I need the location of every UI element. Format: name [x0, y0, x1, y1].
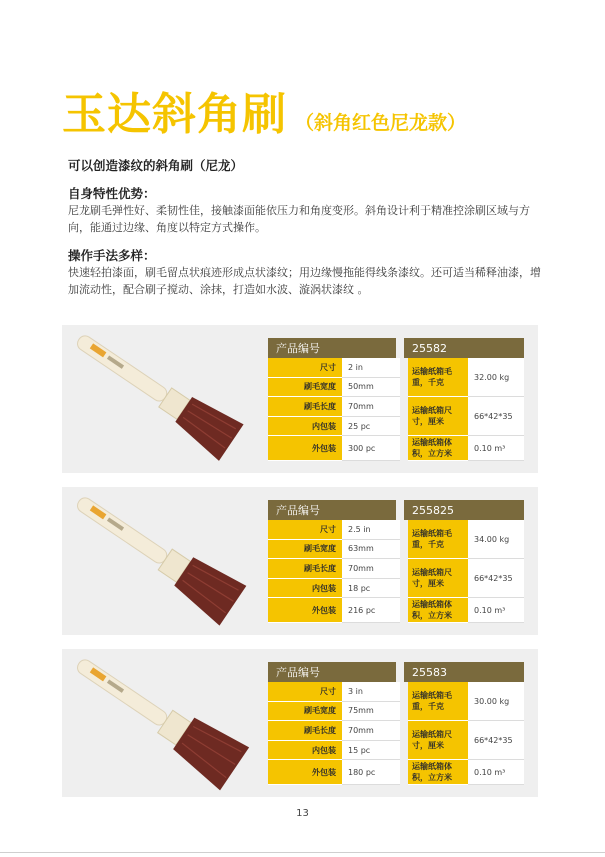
product-panel-1 [62, 325, 538, 473]
width-value: 63mm [342, 539, 400, 559]
section-body-features: 尼龙刷毛弹性好、柔韧性佳，接触漆面能依压力和角度变形。斜角设计利于精准控涂刷区域与方向，能通过边缘、角度以特定方式操作。 [68, 204, 530, 234]
outer-label: 外包装 [268, 598, 342, 623]
product-panel-2 [62, 487, 538, 635]
length-label: 刷毛长度 [268, 559, 342, 579]
spec-row [268, 760, 524, 785]
width-value: 75mm [342, 701, 400, 721]
size-value: 2 in [342, 358, 400, 377]
title-main: 玉达斜角刷 [62, 89, 287, 140]
tagline: 可以创造漆纹的斜角刷（尼龙） [68, 158, 244, 173]
size-label: 尺寸 [268, 358, 342, 377]
page-title [62, 78, 466, 142]
weight-label: 运输纸箱毛重，千克 [408, 358, 468, 397]
code-label: 产品编号 [268, 500, 400, 520]
spec-table [268, 338, 524, 461]
width-label: 刷毛宽度 [268, 539, 342, 559]
weight-label: 运输纸箱毛重，千克 [408, 682, 468, 721]
dims-label: 运输纸箱尺寸，厘米 [408, 559, 468, 598]
footer-divider [0, 852, 605, 853]
spec-row [268, 436, 524, 461]
length-value: 70mm [342, 559, 400, 579]
spec-row [268, 682, 524, 701]
volume-label: 运输纸箱体积，立方米 [408, 598, 468, 623]
product-code: 255825 [400, 500, 524, 520]
inner-label: 内包装 [268, 578, 342, 598]
size-value: 3 in [342, 682, 400, 701]
intro-block [68, 156, 548, 298]
outer-label: 外包装 [268, 436, 342, 461]
spec-row [268, 721, 524, 741]
length-label: 刷毛长度 [268, 721, 342, 741]
inner-value: 15 pc [342, 740, 400, 760]
inner-value: 25 pc [342, 416, 400, 436]
outer-value: 300 pc [342, 436, 400, 461]
spec-header-row [268, 662, 524, 682]
code-label: 产品编号 [268, 338, 400, 358]
size-label: 尺寸 [268, 520, 342, 539]
spec-table [268, 500, 524, 623]
width-label: 刷毛宽度 [268, 701, 342, 721]
dims-label: 运输纸箱尺寸，厘米 [408, 397, 468, 436]
section-heading-features: 自身特性优势： [68, 186, 156, 201]
width-label: 刷毛宽度 [268, 377, 342, 397]
spec-row [268, 358, 524, 377]
section-body-techniques: 快速轻拍漆面，刷毛留点状痕迹形成点状漆纹；用边缘慢拖能得线条漆纹。还可适当稀释油漆，增加流动性，配合刷子搅动、涂抹，打造如水波、漩涡状漆纹 。 [68, 266, 541, 296]
dims-value: 66*42*35 [468, 397, 524, 436]
code-label: 产品编号 [268, 662, 400, 682]
weight-value: 30.00 kg [468, 682, 524, 721]
outer-value: 180 pc [342, 760, 400, 785]
spec-table [268, 662, 524, 785]
width-value: 50mm [342, 377, 400, 397]
outer-value: 216 pc [342, 598, 400, 623]
inner-label: 内包装 [268, 740, 342, 760]
volume-value: 0.10 m³ [468, 760, 524, 785]
volume-label: 运输纸箱体积，立方米 [408, 436, 468, 461]
length-label: 刷毛长度 [268, 397, 342, 417]
brush-image [68, 493, 258, 629]
outer-label: 外包装 [268, 760, 342, 785]
spec-row [268, 520, 524, 539]
size-value: 2.5 in [342, 520, 400, 539]
volume-value: 0.10 m³ [468, 598, 524, 623]
dims-value: 66*42*35 [468, 559, 524, 598]
spec-header-row [268, 338, 524, 358]
spec-row [268, 598, 524, 623]
product-panel-3 [62, 649, 538, 797]
weight-value: 32.00 kg [468, 358, 524, 397]
size-label: 尺寸 [268, 682, 342, 701]
section-heading-techniques: 操作手法多样： [68, 248, 156, 263]
dims-label: 运输纸箱尺寸，厘米 [408, 721, 468, 760]
inner-label: 内包装 [268, 416, 342, 436]
brush-image [68, 331, 258, 467]
dims-value: 66*42*35 [468, 721, 524, 760]
title-sub: （斜角红色尼龙款） [295, 112, 467, 134]
inner-value: 18 pc [342, 578, 400, 598]
weight-value: 34.00 kg [468, 520, 524, 559]
spec-header-row [268, 500, 524, 520]
length-value: 70mm [342, 721, 400, 741]
volume-value: 0.10 m³ [468, 436, 524, 461]
length-value: 70mm [342, 397, 400, 417]
page-number: 13 [296, 808, 309, 819]
spec-row [268, 559, 524, 579]
product-code: 25583 [400, 662, 524, 682]
weight-label: 运输纸箱毛重，千克 [408, 520, 468, 559]
product-code: 25582 [400, 338, 524, 358]
spec-row [268, 397, 524, 417]
brush-image [68, 655, 258, 791]
volume-label: 运输纸箱体积，立方米 [408, 760, 468, 785]
